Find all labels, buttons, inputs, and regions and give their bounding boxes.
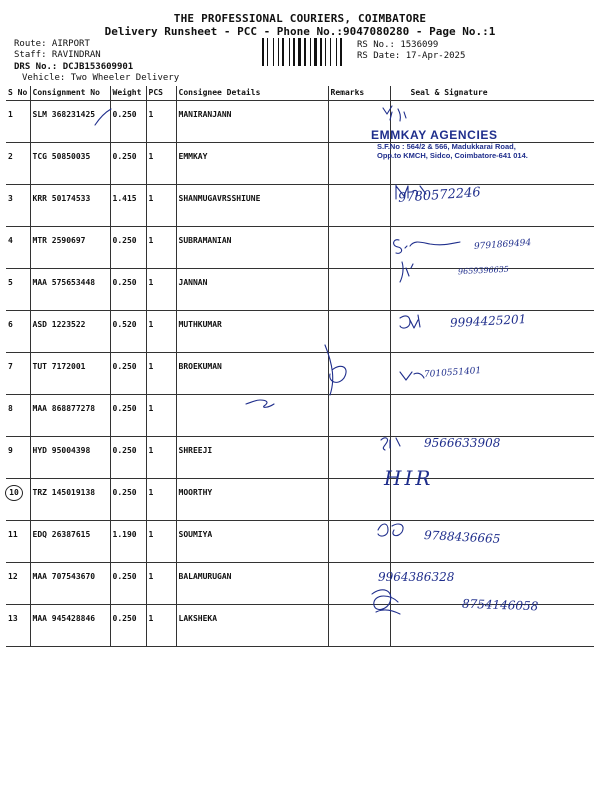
rs-number: RS No.: 1536099: [357, 40, 439, 50]
signature-row-13-phone: 8754146058: [461, 596, 539, 614]
table-row: [6, 353, 594, 395]
table-row: [6, 479, 594, 521]
table-row: [6, 269, 594, 311]
row-sno: 5: [6, 269, 30, 311]
barcode-bar: [325, 38, 326, 66]
table-row: [6, 437, 594, 479]
row-consignee: SOUMIYA: [176, 521, 328, 563]
row-sno: 4: [6, 227, 30, 269]
row-consignment-no: TCG 50850035: [30, 143, 110, 185]
col-consignee: Consignee Details: [176, 86, 328, 101]
company-name: THE PROFESSIONAL COURIERS, COIMBATORE: [173, 12, 427, 25]
row-weight: 1.415: [110, 185, 146, 227]
row-consignee: BALAMURUGAN: [176, 563, 328, 605]
table-row: [6, 521, 594, 563]
row-weight: 0.250: [110, 563, 146, 605]
route-label: Route: AIRPORT: [14, 39, 90, 49]
barcode-bar: [336, 38, 337, 66]
row-consignment-no: KRR 50174533: [30, 185, 110, 227]
row-sno: 9: [6, 437, 30, 479]
row-consignee: LAKSHEKA: [176, 605, 328, 647]
row-remarks: [328, 269, 390, 311]
row-remarks: [328, 353, 390, 395]
rs-date: RS Date: 17-Apr-2025: [357, 51, 466, 61]
runsheet-subtitle: Delivery Runsheet - PCC - Phone No.:9047080280 - Page No.:1: [104, 25, 496, 38]
signature-row-7-phone: 7010551401: [423, 366, 482, 380]
row-consignee: SHREEJI: [176, 437, 328, 479]
stamp-address-line1: S.F.No : 564/2 & 566, Madukkarai Road,: [377, 142, 516, 151]
row-consignment-no: TUT 7172001: [30, 353, 110, 395]
signature-row-12-phone: 9964386328: [378, 570, 455, 584]
row-weight: 0.250: [110, 143, 146, 185]
row-pcs: 1: [146, 227, 176, 269]
row-consignee: JANNAN: [176, 269, 328, 311]
row-consignee: SUBRAMANIAN: [176, 227, 328, 269]
row-remarks: [328, 311, 390, 353]
row-consignment-no: MAA 945428846: [30, 605, 110, 647]
row-sno: 7: [6, 353, 30, 395]
signature-row-10: HIR: [384, 466, 434, 490]
vehicle-label: Vehicle: Two Wheeler Delivery: [22, 73, 180, 83]
row-pcs: 1: [146, 395, 176, 437]
emmkay-seal-stamp: [371, 128, 553, 160]
row-consignee: EMMKAY: [176, 143, 328, 185]
row-weight: 0.250: [110, 395, 146, 437]
barcode-bar: [314, 38, 317, 66]
col-remarks: Remarks: [328, 86, 390, 101]
row-consignee: BROEKUMAN: [176, 353, 328, 395]
row-sno: 6: [6, 311, 30, 353]
row-consignment-no: MAA 575653448: [30, 269, 110, 311]
barcode-bar: [262, 38, 264, 66]
row-pcs: 1: [146, 311, 176, 353]
circled-serial-number: 10: [5, 485, 23, 501]
row-consignment-no: MAA 868877278: [30, 395, 110, 437]
row-pcs: 1: [146, 143, 176, 185]
signature-row-11-phone: 9788436665: [423, 528, 501, 546]
row-sno: 13: [6, 605, 30, 647]
row-sno: [6, 479, 30, 521]
table-row: [6, 185, 594, 227]
row-weight: 1.190: [110, 521, 146, 563]
row-consignee: [176, 395, 328, 437]
row-remarks: [328, 227, 390, 269]
row-signature-cell: [390, 395, 594, 437]
barcode-bar: [304, 38, 306, 66]
col-sno: S No: [6, 86, 30, 101]
barcode-bar: [340, 38, 342, 66]
row-consignee: MUTHKUMAR: [176, 311, 328, 353]
row-sno: 12: [6, 563, 30, 605]
row-remarks: [328, 479, 390, 521]
col-pcs: PCS: [146, 86, 176, 101]
signature-row-4-phone: 9791869494: [473, 238, 532, 252]
row-pcs: 1: [146, 605, 176, 647]
row-sno: 3: [6, 185, 30, 227]
row-consignee: MOORTHY: [176, 479, 328, 521]
row-consignment-no: EDQ 26387615: [30, 521, 110, 563]
signature-row-3-phone: 9780572246: [397, 185, 482, 206]
barcode-bar: [298, 38, 301, 66]
row-weight: 0.250: [110, 227, 146, 269]
staff-label: Staff: RAVINDRAN: [14, 50, 101, 60]
row-weight: 0.250: [110, 353, 146, 395]
barcode-bar: [273, 38, 274, 66]
row-pcs: 1: [146, 269, 176, 311]
table-header-row: [6, 86, 594, 101]
row-weight: 0.250: [110, 437, 146, 479]
barcode-bar: [310, 38, 311, 66]
row-pcs: 1: [146, 353, 176, 395]
signature-row-5-phone: 9659396635: [457, 264, 510, 277]
signature-row-9-phone: 9566633908: [424, 436, 501, 450]
row-sno: 1: [6, 101, 30, 143]
row-remarks: [328, 521, 390, 563]
row-consignment-no: TRZ 145019138: [30, 479, 110, 521]
row-sno: 2: [6, 143, 30, 185]
barcode-bar: [278, 38, 279, 66]
row-signature-cell: [390, 269, 594, 311]
row-pcs: 1: [146, 521, 176, 563]
row-pcs: 1: [146, 479, 176, 521]
table-row: [6, 395, 594, 437]
col-signature: Seal & Signature: [410, 88, 488, 97]
barcode-bar: [282, 38, 284, 66]
row-consignment-no: MAA 707543670: [30, 563, 110, 605]
row-weight: 0.250: [110, 269, 146, 311]
row-sno: 8: [6, 395, 30, 437]
barcode-bar: [293, 38, 295, 66]
row-signature-cell: [390, 353, 594, 395]
row-consignment-no: MTR 2590697: [30, 227, 110, 269]
row-sno: 11: [6, 521, 30, 563]
barcode: [262, 38, 354, 66]
row-remarks: [328, 185, 390, 227]
row-weight: 0.520: [110, 311, 146, 353]
drs-number: DRS No.: DCJB153609901: [14, 62, 134, 72]
barcode-bar: [320, 38, 322, 66]
barcode-bar: [330, 38, 331, 66]
row-consignee: MANIRANJANN: [176, 101, 328, 143]
runsheet-table: [6, 86, 594, 647]
stamp-name: EMMKAY AGENCIES: [371, 128, 498, 142]
barcode-bar: [289, 38, 290, 66]
row-weight: 0.250: [110, 101, 146, 143]
col-consignment: Consignment No: [30, 86, 110, 101]
row-pcs: 1: [146, 437, 176, 479]
row-consignment-no: ASD 1223522: [30, 311, 110, 353]
col-weight: Weight: [110, 86, 146, 101]
row-pcs: 1: [146, 563, 176, 605]
row-pcs: 1: [146, 101, 176, 143]
barcode-bar: [267, 38, 268, 66]
row-weight: 0.250: [110, 479, 146, 521]
row-remarks: [328, 437, 390, 479]
row-remarks: [328, 605, 390, 647]
row-consignment-no: HYD 95004398: [30, 437, 110, 479]
row-remarks: [328, 395, 390, 437]
row-pcs: 1: [146, 185, 176, 227]
row-weight: 0.250: [110, 605, 146, 647]
stamp-address-line2: Opp.to KMCH, Sidco, Coimbatore-641 014.: [377, 151, 528, 160]
signature-row-6-phone: 9994425201: [449, 312, 527, 330]
row-consignee: SHANMUGAVRSSHIUNE: [176, 185, 328, 227]
row-consignment-no: SLM 368231425: [30, 101, 110, 143]
